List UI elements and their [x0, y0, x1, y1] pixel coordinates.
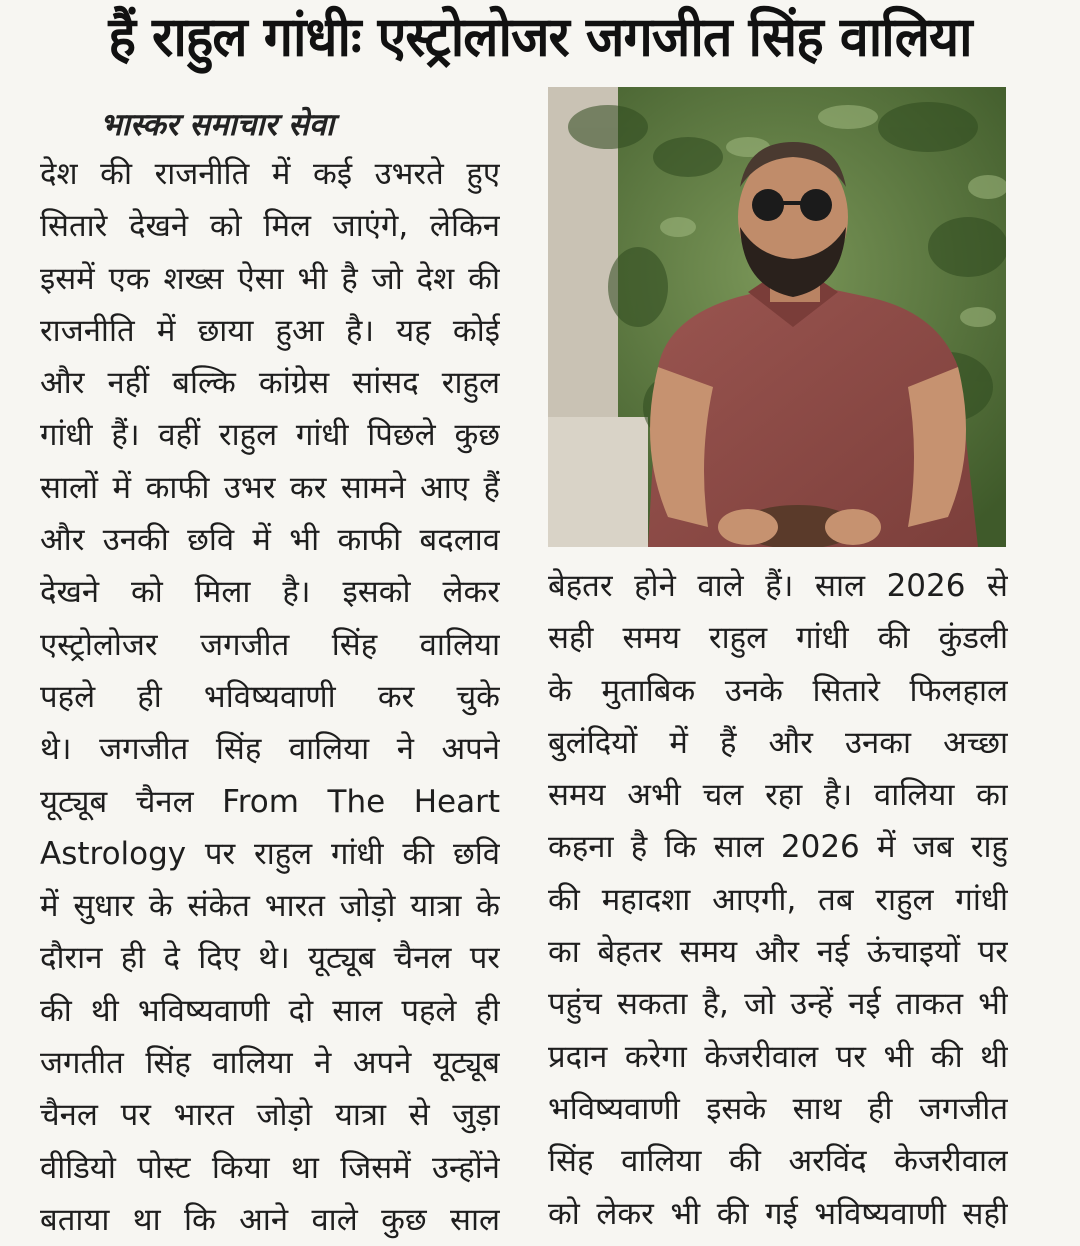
byline: भास्कर समाचार सेवा [100, 107, 335, 143]
article-text-line: प्रदान करेगा केजरीवाल पर भी की थी [548, 1038, 1008, 1075]
article-text-line: सही समय राहुल गांधी की कुंडली [548, 620, 1008, 657]
article-text-line: गांधी हैं। वहीं राहुल गांधी पिछले कुछ [40, 417, 500, 454]
article-text-line: भविष्यवाणी इसके साथ ही जगजीत [548, 1090, 1008, 1127]
article-text-line: देश की राजनीति में कई उभरते हुए [40, 156, 500, 192]
article-text-line: जगतीत सिंह वालिया ने अपने यूट्यूब [40, 1045, 500, 1082]
person-photo-icon [548, 87, 1006, 547]
article-text-line: बुलंदियों में हैं और उनका अच्छा [548, 724, 1008, 761]
article-text-line: कहना है कि साल 2026 में जब राहु [548, 829, 1008, 866]
article-photo [548, 87, 1006, 547]
article-text-line: को लेकर भी की गई भविष्यवाणी सही [548, 1195, 1008, 1232]
article-text-line: पहुंच सकता है, जो उन्हें नई ताकत भी [548, 986, 1008, 1023]
article-text-line: चैनल पर भारत जोड़ो यात्रा से जुड़ा [40, 1097, 500, 1134]
article-text-line: और उनकी छवि में भी काफी बदलाव [40, 522, 500, 559]
article-text-line: और नहीं बल्कि कांग्रेस सांसद राहुल [40, 365, 500, 402]
left-column [40, 148, 500, 1246]
article-text-line: का बेहतर समय और नई ऊंचाइयों पर [548, 934, 1008, 971]
article-text-line: दौरान ही दे दिए थे। यूट्यूब चैनल पर [40, 940, 500, 977]
article-text-line: इसमें एक शख्स ऐसा भी है जो देश की [40, 260, 500, 297]
headline: हैं राहुल गांधीः एस्ट्रोलोजर जगजीत सिंह वालिया [108, 6, 972, 70]
article-text-line: Astrology पर राहुल गांधी की छवि [40, 835, 500, 872]
article-text-line: समय अभी चल रहा है। वालिया का [548, 777, 1008, 814]
article-text-line: बेहतर होने वाले हैं। साल 2026 से [548, 568, 1008, 604]
article-text-line: सिंह वालिया की अरविंद केजरीवाल [548, 1143, 1008, 1180]
article-text-line: एस्ट्रोलोजर जगजीत सिंह वालिया [40, 626, 500, 663]
article-text-line: यूट्यूब चैनल From The Heart [40, 783, 500, 820]
article-text-line: देखने को मिला है। इसको लेकर [40, 574, 500, 611]
article-text-line: की थी भविष्यवाणी दो साल पहले ही [40, 992, 500, 1029]
article-text-line: सालों में काफी उभर कर सामने आए हैं [40, 469, 500, 506]
article-text-line: राजनीति में छाया हुआ है। यह कोई [40, 312, 500, 349]
article-text-line: वीडियो पोस्ट किया था जिसमें उन्होंने [40, 1149, 500, 1186]
article-text-line: के मुताबिक उनके सितारे फिलहाल [548, 672, 1008, 709]
article-text-line: सितारे देखने को मिल जाएंगे, लेकिन [40, 208, 500, 245]
article-text-line: की महादशा आएगी, तब राहुल गांधी [548, 881, 1008, 918]
right-column [548, 560, 1008, 1240]
article-text-line: में सुधार के संकेत भारत जोड़ो यात्रा के [40, 888, 500, 925]
article-text-line: थे। जगजीत सिंह वालिया ने अपने [40, 731, 500, 768]
article-text-line: बताया था कि आने वाले कुछ साल [40, 1201, 500, 1238]
article-text-line: पहले ही भविष्यवाणी कर चुके [40, 678, 500, 715]
